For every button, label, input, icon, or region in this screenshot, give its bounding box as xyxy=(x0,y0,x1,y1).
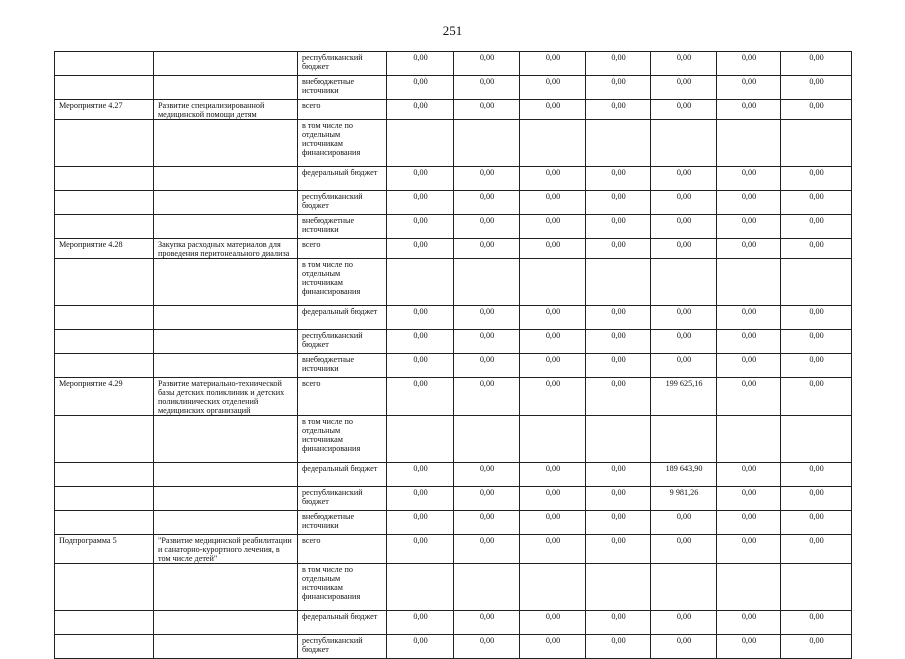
row-level-cell xyxy=(55,52,154,76)
value-cell: 0,00 xyxy=(717,463,781,487)
value-cell: 0,00 xyxy=(520,535,586,564)
funding-source-cell: федеральный бюджет xyxy=(298,611,387,635)
row-level-cell xyxy=(55,259,154,306)
value-cell: 0,00 xyxy=(387,487,454,511)
row-level-cell xyxy=(55,487,154,511)
value-cell xyxy=(781,120,852,167)
value-cell: 0,00 xyxy=(586,167,651,191)
value-cell: 0,00 xyxy=(717,354,781,378)
value-cell: 0,00 xyxy=(717,535,781,564)
table-row xyxy=(55,306,852,330)
value-cell xyxy=(520,120,586,167)
value-cell: 0,00 xyxy=(586,215,651,239)
row-name-cell xyxy=(154,463,298,487)
funding-source-cell: республиканский бюджет xyxy=(298,635,387,659)
value-cell: 0,00 xyxy=(651,239,717,259)
value-cell: 0,00 xyxy=(387,330,454,354)
value-cell xyxy=(454,564,520,611)
value-cell: 0,00 xyxy=(454,354,520,378)
value-cell: 0,00 xyxy=(651,511,717,535)
value-cell: 0,00 xyxy=(387,306,454,330)
value-cell: 0,00 xyxy=(651,354,717,378)
value-cell: 0,00 xyxy=(520,76,586,100)
table-row xyxy=(55,239,852,259)
value-cell: 0,00 xyxy=(651,635,717,659)
value-cell: 0,00 xyxy=(520,354,586,378)
value-cell: 0,00 xyxy=(717,378,781,416)
value-cell: 0,00 xyxy=(520,191,586,215)
value-cell: 0,00 xyxy=(781,306,852,330)
value-cell: 0,00 xyxy=(387,463,454,487)
funding-source-cell: внебюджетные источники xyxy=(298,354,387,378)
row-name-cell xyxy=(154,76,298,100)
funding-source-cell: в том числе по отдельным источникам финансирования xyxy=(298,564,387,611)
table-row xyxy=(55,535,852,564)
value-cell: 199 625,16 xyxy=(651,378,717,416)
value-cell: 0,00 xyxy=(454,100,520,120)
value-cell xyxy=(454,416,520,463)
value-cell: 0,00 xyxy=(717,215,781,239)
value-cell: 0,00 xyxy=(717,330,781,354)
value-cell: 0,00 xyxy=(387,76,454,100)
value-cell: 0,00 xyxy=(651,167,717,191)
row-level-cell xyxy=(55,511,154,535)
table-row xyxy=(55,52,852,76)
value-cell: 0,00 xyxy=(454,215,520,239)
row-name-cell xyxy=(154,306,298,330)
row-level-cell xyxy=(55,416,154,463)
value-cell: 0,00 xyxy=(454,52,520,76)
value-cell: 0,00 xyxy=(520,239,586,259)
row-level-cell xyxy=(55,611,154,635)
value-cell xyxy=(520,259,586,306)
value-cell: 0,00 xyxy=(387,511,454,535)
value-cell: 0,00 xyxy=(717,511,781,535)
value-cell: 189 643,90 xyxy=(651,463,717,487)
page-number: 251 xyxy=(442,23,463,38)
value-cell: 0,00 xyxy=(781,76,852,100)
funding-source-cell: всего xyxy=(298,378,387,416)
value-cell: 0,00 xyxy=(387,611,454,635)
table-row xyxy=(55,564,852,611)
table-row xyxy=(55,191,852,215)
value-cell xyxy=(387,259,454,306)
value-cell: 0,00 xyxy=(781,191,852,215)
budget-table xyxy=(54,51,852,659)
table-body xyxy=(55,52,852,659)
value-cell: 0,00 xyxy=(781,330,852,354)
value-cell: 0,00 xyxy=(454,463,520,487)
value-cell xyxy=(387,120,454,167)
funding-source-cell: в том числе по отдельным источникам финансирования xyxy=(298,120,387,167)
value-cell: 0,00 xyxy=(781,535,852,564)
value-cell xyxy=(717,416,781,463)
value-cell xyxy=(586,120,651,167)
value-cell xyxy=(387,416,454,463)
row-level-cell: Мероприятие 4.29 xyxy=(55,378,154,416)
value-cell xyxy=(781,564,852,611)
value-cell: 0,00 xyxy=(454,635,520,659)
funding-source-cell: республиканский бюджет xyxy=(298,487,387,511)
table-row xyxy=(55,416,852,463)
table-row xyxy=(55,330,852,354)
value-cell: 0,00 xyxy=(586,100,651,120)
value-cell: 0,00 xyxy=(651,215,717,239)
value-cell: 0,00 xyxy=(454,535,520,564)
value-cell xyxy=(454,259,520,306)
funding-source-cell: внебюджетные источники xyxy=(298,511,387,535)
row-level-cell: Подпрограмма 5 xyxy=(55,535,154,564)
funding-source-cell: республиканский бюджет xyxy=(298,191,387,215)
value-cell xyxy=(586,416,651,463)
value-cell xyxy=(781,416,852,463)
row-name-cell xyxy=(154,354,298,378)
value-cell: 0,00 xyxy=(586,535,651,564)
value-cell xyxy=(454,120,520,167)
value-cell: 0,00 xyxy=(520,463,586,487)
value-cell: 0,00 xyxy=(781,511,852,535)
value-cell: 0,00 xyxy=(387,215,454,239)
row-level-cell xyxy=(55,306,154,330)
funding-source-cell: в том числе по отдельным источникам финансирования xyxy=(298,416,387,463)
value-cell: 0,00 xyxy=(520,167,586,191)
value-cell: 0,00 xyxy=(717,306,781,330)
value-cell: 0,00 xyxy=(520,635,586,659)
value-cell: 0,00 xyxy=(781,635,852,659)
table-row xyxy=(55,487,852,511)
value-cell: 0,00 xyxy=(454,191,520,215)
row-level-cell: Мероприятие 4.28 xyxy=(55,239,154,259)
value-cell: 0,00 xyxy=(586,635,651,659)
row-level-cell xyxy=(55,191,154,215)
value-cell xyxy=(781,259,852,306)
value-cell: 0,00 xyxy=(651,100,717,120)
value-cell: 0,00 xyxy=(781,354,852,378)
row-name-cell xyxy=(154,487,298,511)
value-cell: 0,00 xyxy=(586,487,651,511)
table-row xyxy=(55,378,852,416)
value-cell: 0,00 xyxy=(454,76,520,100)
value-cell: 0,00 xyxy=(717,76,781,100)
value-cell: 0,00 xyxy=(454,306,520,330)
value-cell: 0,00 xyxy=(651,535,717,564)
table-row xyxy=(55,167,852,191)
value-cell xyxy=(387,564,454,611)
value-cell: 0,00 xyxy=(586,378,651,416)
value-cell xyxy=(717,120,781,167)
row-name-cell xyxy=(154,120,298,167)
value-cell xyxy=(717,259,781,306)
row-name-cell: Развитие специализированной медицинской помощи детям xyxy=(154,100,298,120)
value-cell: 0,00 xyxy=(454,378,520,416)
table-row xyxy=(55,76,852,100)
row-level-cell: Мероприятие 4.27 xyxy=(55,100,154,120)
value-cell: 0,00 xyxy=(781,611,852,635)
value-cell xyxy=(520,416,586,463)
value-cell: 0,00 xyxy=(651,330,717,354)
table-row xyxy=(55,100,852,120)
value-cell: 0,00 xyxy=(586,611,651,635)
value-cell: 0,00 xyxy=(387,100,454,120)
value-cell: 0,00 xyxy=(387,167,454,191)
funding-source-cell: всего xyxy=(298,239,387,259)
value-cell: 0,00 xyxy=(781,52,852,76)
value-cell: 0,00 xyxy=(651,191,717,215)
value-cell: 0,00 xyxy=(520,52,586,76)
value-cell: 0,00 xyxy=(717,191,781,215)
value-cell: 0,00 xyxy=(520,215,586,239)
value-cell: 0,00 xyxy=(520,330,586,354)
table-row xyxy=(55,259,852,306)
row-level-cell xyxy=(55,330,154,354)
value-cell: 0,00 xyxy=(454,167,520,191)
value-cell xyxy=(651,564,717,611)
value-cell xyxy=(651,120,717,167)
funding-source-cell: республиканский бюджет xyxy=(298,52,387,76)
row-level-cell xyxy=(55,215,154,239)
value-cell: 0,00 xyxy=(586,76,651,100)
value-cell xyxy=(586,259,651,306)
value-cell: 0,00 xyxy=(520,511,586,535)
value-cell xyxy=(717,564,781,611)
row-name-cell xyxy=(154,167,298,191)
table-row xyxy=(55,354,852,378)
value-cell: 0,00 xyxy=(717,52,781,76)
value-cell xyxy=(651,416,717,463)
value-cell: 0,00 xyxy=(520,611,586,635)
value-cell: 0,00 xyxy=(781,487,852,511)
value-cell: 0,00 xyxy=(387,239,454,259)
row-level-cell xyxy=(55,354,154,378)
funding-source-cell: всего xyxy=(298,535,387,564)
funding-source-cell: федеральный бюджет xyxy=(298,463,387,487)
value-cell: 0,00 xyxy=(586,354,651,378)
row-level-cell xyxy=(55,120,154,167)
row-level-cell xyxy=(55,635,154,659)
value-cell: 0,00 xyxy=(387,354,454,378)
row-name-cell xyxy=(154,564,298,611)
row-name-cell xyxy=(154,511,298,535)
value-cell: 0,00 xyxy=(586,511,651,535)
row-level-cell xyxy=(55,463,154,487)
table-row xyxy=(55,635,852,659)
value-cell: 0,00 xyxy=(387,52,454,76)
value-cell: 0,00 xyxy=(520,100,586,120)
row-level-cell xyxy=(55,167,154,191)
value-cell: 0,00 xyxy=(781,100,852,120)
row-name-cell: "Развитие медицинской реабилитации и санаторно-курортного лечения, в том числе детей" xyxy=(154,535,298,564)
table-row xyxy=(55,120,852,167)
row-name-cell xyxy=(154,259,298,306)
value-cell: 0,00 xyxy=(387,378,454,416)
value-cell: 0,00 xyxy=(717,611,781,635)
value-cell xyxy=(520,564,586,611)
value-cell: 0,00 xyxy=(781,463,852,487)
row-name-cell xyxy=(154,52,298,76)
value-cell: 0,00 xyxy=(717,167,781,191)
funding-source-cell: федеральный бюджет xyxy=(298,306,387,330)
funding-source-cell: внебюджетные источники xyxy=(298,76,387,100)
value-cell: 0,00 xyxy=(520,306,586,330)
value-cell: 0,00 xyxy=(586,306,651,330)
funding-source-cell: внебюджетные источники xyxy=(298,215,387,239)
value-cell: 0,00 xyxy=(387,191,454,215)
value-cell: 0,00 xyxy=(651,306,717,330)
row-name-cell xyxy=(154,635,298,659)
row-name-cell xyxy=(154,416,298,463)
value-cell: 0,00 xyxy=(454,330,520,354)
table-row xyxy=(55,611,852,635)
value-cell: 0,00 xyxy=(717,635,781,659)
value-cell: 0,00 xyxy=(781,167,852,191)
value-cell: 0,00 xyxy=(781,378,852,416)
value-cell: 0,00 xyxy=(717,239,781,259)
value-cell: 0,00 xyxy=(454,239,520,259)
table-row xyxy=(55,463,852,487)
value-cell: 0,00 xyxy=(454,511,520,535)
funding-source-cell: республиканский бюджет xyxy=(298,330,387,354)
row-name-cell: Закупка расходных материалов для проведения перитонеального диализа xyxy=(154,239,298,259)
value-cell: 0,00 xyxy=(781,239,852,259)
value-cell: 0,00 xyxy=(520,378,586,416)
value-cell: 0,00 xyxy=(651,611,717,635)
value-cell: 0,00 xyxy=(651,52,717,76)
value-cell: 0,00 xyxy=(586,52,651,76)
value-cell: 0,00 xyxy=(387,635,454,659)
row-name-cell xyxy=(154,611,298,635)
value-cell: 0,00 xyxy=(586,463,651,487)
funding-source-cell: федеральный бюджет xyxy=(298,167,387,191)
row-level-cell xyxy=(55,564,154,611)
funding-source-cell: всего xyxy=(298,100,387,120)
row-level-cell xyxy=(55,76,154,100)
value-cell: 0,00 xyxy=(781,215,852,239)
value-cell: 0,00 xyxy=(454,611,520,635)
value-cell: 0,00 xyxy=(651,76,717,100)
value-cell: 0,00 xyxy=(454,487,520,511)
value-cell: 9 981,26 xyxy=(651,487,717,511)
table-row xyxy=(55,215,852,239)
value-cell: 0,00 xyxy=(387,535,454,564)
row-name-cell: Развитие материально-технической базы детских поликлиник и детских поликлинических отделений медицинских организаций xyxy=(154,378,298,416)
value-cell: 0,00 xyxy=(586,191,651,215)
value-cell: 0,00 xyxy=(586,239,651,259)
value-cell: 0,00 xyxy=(717,487,781,511)
row-name-cell xyxy=(154,191,298,215)
funding-source-cell: в том числе по отдельным источникам финансирования xyxy=(298,259,387,306)
value-cell: 0,00 xyxy=(520,487,586,511)
row-name-cell xyxy=(154,330,298,354)
value-cell: 0,00 xyxy=(717,100,781,120)
row-name-cell xyxy=(154,215,298,239)
value-cell: 0,00 xyxy=(586,330,651,354)
value-cell xyxy=(651,259,717,306)
value-cell xyxy=(586,564,651,611)
table-row xyxy=(55,511,852,535)
